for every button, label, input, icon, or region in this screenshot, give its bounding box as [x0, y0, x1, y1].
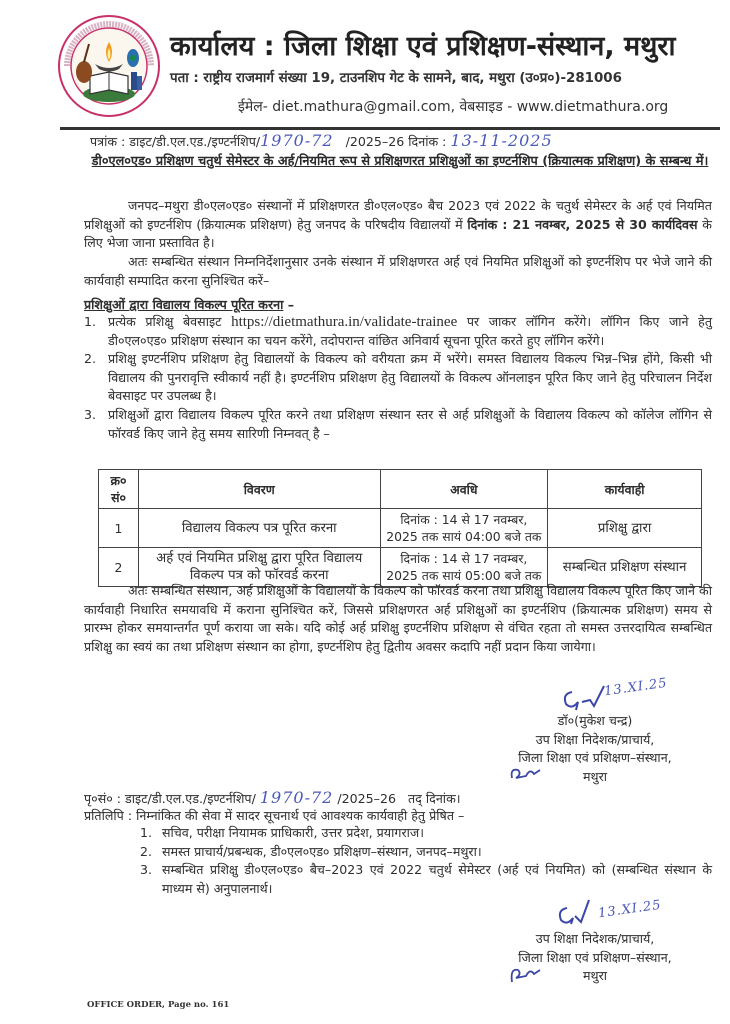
schedule-table — [98, 469, 702, 587]
cell-description: अर्ह एवं नियमित प्रशिक्षु द्वारा पूरित विद्यालय विकल्प पत्र को फॉरवर्ड करना — [138, 548, 380, 587]
office-address: पता : राष्ट्रीय राजमार्ग संख्या 19, टाउनशिप गेट के सामने, बाद, मथुरा (उ०प्र०)-281006 — [170, 71, 622, 86]
table-header-row — [99, 470, 702, 509]
instruction-paragraph — [84, 253, 712, 290]
recipient-item — [140, 861, 712, 898]
cell-period: दिनांक : 14 से 17 नवम्बर, 2025 तक सायं 04:00 बजे तक — [380, 509, 548, 548]
date-handwritten: 13-11-2025 — [450, 131, 553, 150]
reference-session: /2025–26 — [345, 134, 405, 149]
signatory-office: जिला शिक्षा एवं प्रशिक्षण–संस्थान, — [518, 949, 672, 965]
recipients-list — [140, 824, 712, 898]
copy-ref-date: तद् दिनांक। — [408, 791, 461, 806]
institute-logo — [57, 14, 161, 118]
internship-dates: दिनांक : 21 नवम्बर, 2025 से 30 कार्यदिवस — [467, 216, 698, 232]
section-heading-dash: – — [283, 297, 295, 312]
initials-scribble — [508, 964, 544, 990]
initials-scribble — [508, 764, 544, 788]
closing-text: अतः सम्बन्धित संस्थान, अर्ह प्रशिक्षुओं के विद्यालयों के विकल्प को फॉरवर्ड करना तथा प्रशिक्षु विद्यालय विकल्प पूरित किए जाने की कार्यवाही निधारित समयावधि में कराना सुनिश्चित करें, जिससे प्रशिक्षणरत अर्ह प्रशिक्षुओं का इण्टर्नशिप (क्रियात्मक प्रशिक्षण) समय से प्रारम्भ होकर समयान्तर्गत पूर्ण कराया जा सके। यदि कोई अर्ह प्रशिक्षु इण्टर्नशिप प्रशिक्षण से वंचित रहता तो समस्त उत्तरदायित्व सम्बन्धित प्रशिक्षु का स्वयं का तथा प्रशिक्षण संस्थान का होगा, इण्टर्नशिप हेतु द्वितीय अवसर कदापि नहीं प्रदान किया जायेगा। — [84, 583, 712, 654]
copy-ref-number-handwritten: 1970-72 — [259, 788, 334, 807]
recipient-text: समस्त प्राचार्य/प्रबन्धक, डी०एल०एड० प्रशिक्षण–संस्थान, जनपद–मथुरा। — [162, 843, 482, 859]
closing-paragraph — [84, 582, 712, 656]
copy-intro: प्रतिलिपि : निम्नांकित की सेवा में सादर सूचनार्थ एवं आवश्यक कार्यवाही हेतु प्रेषित – — [84, 808, 465, 823]
step-number: 2. — [84, 351, 97, 367]
table-row — [99, 548, 702, 587]
signatory-office: जिला शिक्षा एवं प्रशिक्षण–संस्थान, — [518, 750, 672, 765]
copy-ref-prefix: पृ०सं० : डाइट/डी.एल.एड./इण्टर्नशिप/ — [84, 791, 256, 806]
header-serial: क्र० सं० — [99, 470, 139, 509]
office-title: कार्यालय : जिला शिक्षा एवं प्रशिक्षण-संस्थान, मथुरा — [170, 31, 676, 62]
step-item — [84, 313, 712, 350]
cell-serial: 1 — [99, 509, 139, 548]
office-contact — [238, 97, 668, 116]
step-text-end: पर जाकर लॉगिन करेंगे। लॉगिन किए जाने हेतु डी०एल०एड० प्रशिक्षण संस्थान का चयन करेंगे, तदोपरान्त वांछित अनिवार्य सूचना पूरित करते हुए लॉगिन करेंगे। — [108, 314, 712, 348]
reference-number-handwritten: 1970-72 — [260, 131, 334, 150]
header-action: कार्यवाही — [548, 470, 702, 509]
website-link[interactable]: www.dietmathura.org — [516, 99, 669, 115]
recipient-number: 2. — [140, 843, 153, 859]
letterhead-divider — [60, 127, 720, 130]
signatory-designation: उप शिक्षा निदेशक/प्राचार्य, — [535, 931, 655, 946]
letter-subject: डी०एल०एड० प्रशिक्षण चतुर्थ सेमेस्टर के अर्ह/नियमित रूप से प्रशिक्षणरत प्रशिक्षुओं का इण्टर्नशिप (क्रियात्मक प्रशिक्षण) के सम्बन्ध में। — [91, 154, 709, 169]
header-period: अवधि — [380, 470, 548, 509]
date-label: दिनांक : — [408, 134, 447, 149]
signatory-city: मथुरा — [583, 768, 607, 784]
step-text: प्रशिक्षु इण्टर्नशिप प्रशिक्षण हेतु विद्यालयों के विकल्प को वरीयता क्रम में भरेंगे। समस्त विद्यालय विकल्प भिन्न–भिन्न होंगे, किसी भी विद्यालय की पुनरावृत्ति स्वीकार्य नहीं है। इण्टर्नशिप प्रशिक्षण हेतु विद्यालयों के विकल्प ऑनलाइन पूरित किए जाने हेतु परिचालन निर्देश बेवसाइट पर उपलब्ध है। — [108, 351, 712, 404]
header-description: विवरण — [138, 470, 380, 509]
section-heading-text: प्रशिक्षुओं द्वारा विद्यालय विकल्प पूरित करना — [84, 297, 284, 312]
signatory-name: डॉ०(मुकेश चन्द्र) — [557, 713, 633, 728]
cell-action: प्रशिक्षु द्वारा — [548, 509, 702, 548]
intro-text: जनपद–मथुरा डी०एल०एड० संस्थानों में प्रशिक्षणरत डी०एल०एड० बैच 2023 एवं 2022 के चतुर्थ सेमेस्टर के अर्ह एवं नियमित प्रशिक्षुओं को इण्टर्नशिप (क्रियात्मक प्रशिक्षण) हेतु जनपद के परिषदीय विद्यालयों में — [84, 198, 712, 232]
copy-reference — [84, 789, 461, 808]
recipient-number: 3. — [140, 862, 153, 878]
step-text: प्रशिक्षुओं द्वारा विद्यालय विकल्प पूरित करने तथा प्रशिक्षण संस्थान स्तर से अर्ह प्रशिक्षुओं के विद्यालय विकल्प को कॉलेज लॉगिन से फॉरवर्ड किए जाने हेतु समय सारिणी निम्नवत् है – — [108, 406, 712, 441]
instruction-text: अतः सम्बन्धित संस्थान निम्ननिर्देशानुसार उनके संस्थान में प्रशिक्षणरत अर्ह एवं नियमित प्रशिक्षुओं को इण्टर्नशिप पर भेजे जाने की कार्यवाही सम्पादित करना सुनिश्चित करें– — [84, 254, 712, 288]
page-footer: OFFICE ORDER, Page no. 161 — [87, 1000, 230, 1010]
cell-period: दिनांक : 14 से 17 नवम्बर, 2025 तक सायं 05:00 बजे तक — [380, 548, 548, 587]
signature-date-handwritten: 13.XI.25 — [597, 897, 663, 922]
steps-list — [84, 313, 712, 443]
intro-text-end: के लिए भेजा जाना प्रस्तावित है। — [84, 216, 712, 251]
copy-ref-session: /2025–26 — [337, 791, 396, 806]
recipient-item — [140, 843, 712, 862]
table-row — [99, 509, 702, 548]
letter-reference — [90, 132, 553, 151]
step-text: प्रत्येक प्रशिक्षु बेवसाइट — [108, 314, 232, 329]
recipient-number: 1. — [140, 825, 153, 840]
website-label: वेबसाइड - — [459, 99, 513, 115]
cell-action: सम्बन्धित प्रशिक्षण संस्थान — [548, 548, 702, 587]
cell-serial: 2 — [99, 548, 139, 587]
email-address[interactable]: diet.mathura@gmail.com, — [272, 99, 456, 115]
cell-description: विद्यालय विकल्प पत्र पूरित करना — [138, 509, 380, 548]
section-heading — [84, 296, 294, 314]
signature-date-handwritten: 13.XI.25 — [603, 675, 669, 700]
recipient-text: सम्बन्धित प्रशिक्षु डी०एल०एड० बैच–2023 एवं 2022 चतुर्थ सेमेस्टर (अर्ह एवं नियमित) को (सम्बन्धित संस्थान के माध्यम से) अनुपालनार्थ। — [162, 862, 712, 896]
email-label: ईमेल- — [238, 99, 268, 115]
signatory-city: मथुरा — [583, 968, 607, 983]
recipient-text: सचिव, परीक्षा नियामक प्राधिकारी, उत्तर प्रदेश, प्रयागराज। — [162, 825, 424, 840]
intro-paragraph — [84, 197, 712, 253]
reference-prefix: पत्रांक : डाइट/डी.एल.एड./इण्टर्नशिप/ — [90, 134, 261, 149]
step-number: 1. — [84, 314, 97, 329]
recipient-item — [140, 824, 712, 843]
signatory-designation: उप शिक्षा निदेशक/प्राचार्य, — [535, 731, 655, 747]
step-number: 3. — [84, 406, 97, 422]
step-item — [84, 406, 712, 443]
step-item — [84, 350, 712, 406]
validate-trainee-link[interactable]: https://dietmathura.in/validate-trainee — [231, 314, 458, 330]
